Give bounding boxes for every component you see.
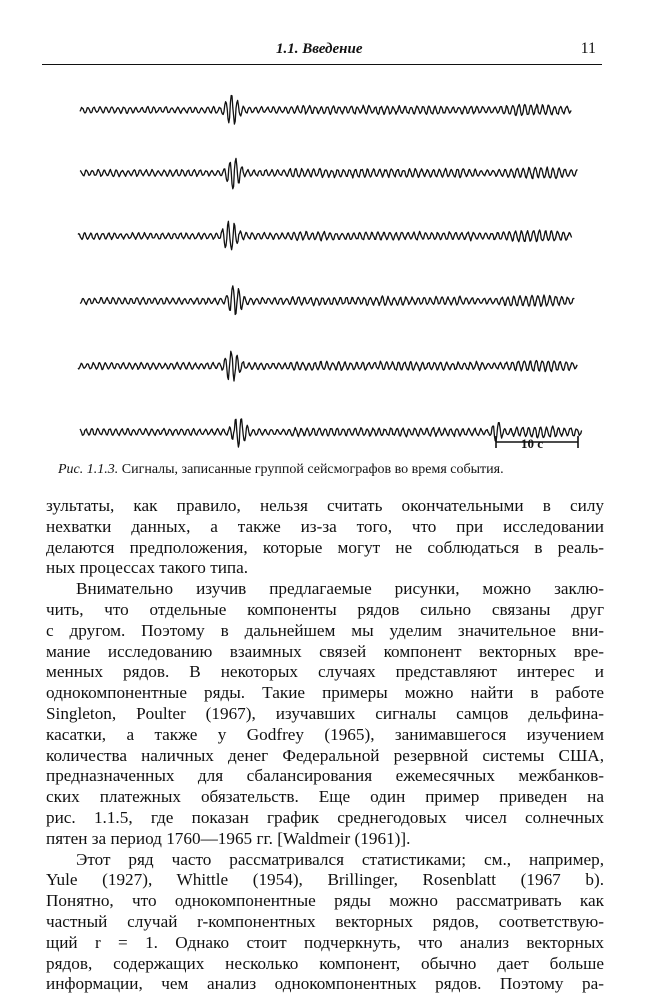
text-line: щий r = 1. Однако стоит подчеркнуть, что анализ векторных [46,932,604,952]
text-line: касатки, а также у Godfrey (1965), занимавшегося изучением [46,724,604,744]
text-line: Этот ряд часто рассматривался статистиками; см., например, [76,849,604,869]
seismograph-traces [0,70,650,460]
text-line: частный случай r-компонентных векторных рядов, соответствую- [46,911,604,931]
running-title: 1.1. Введение [276,41,363,57]
text-line: мание исследованию взаимных связей компонент векторных вре- [46,641,604,661]
paragraph-2 [46,579,604,849]
text-line: ных процессах такого типа. [46,558,249,578]
paragraph-1 [46,496,604,579]
body-text [46,496,604,995]
scale-label: 10 с [521,436,544,451]
seismograph-trace-6 [80,419,582,447]
seismograph-figure [0,70,650,460]
text-line: предназначенных для сбалансирования ежемесячных межбанков- [46,766,604,786]
text-line: рис. 1.1.5, где показан график среднегодовых чисел солнечных [46,807,604,827]
text-line: Yule (1927), Whittle (1954), Brillinger, Rosenblatt (1967 b). [46,870,604,890]
text-line: рядов, содержащих несколько компонент, обычно дает больше [46,953,604,973]
text-line: нехватки данных, а также из-за того, что при исследовании [46,516,604,536]
page-number: 11 [580,40,596,57]
text-line: делаются предположения, которые могут не соблюдаться в реаль- [46,537,604,557]
text-line: однокомпонентные ряды. Такие примеры можно найти в работе [46,683,604,703]
figure-caption [58,462,618,478]
seismograph-trace-1 [80,96,571,125]
seismograph-trace-5 [78,351,577,381]
seismograph-trace-4 [80,286,574,315]
text-line: с другом. Поэтому в дальнейшем мы уделим значительное вни- [46,620,604,640]
text-line: Singleton, Poulter (1967), изучавших сигналы самцов дельфина- [46,703,604,723]
text-line: Внимательно изучив предлагаемые рисунки, можно заклю- [76,579,604,599]
seismograph-trace-2 [80,158,578,188]
text-line: количества наличных денег Федеральной резервной системы США, [46,745,604,765]
text-line: зультаты, как правило, нельзя считать окончательными в силу [46,496,604,515]
text-line: пятен за период 1760—1965 гг. [Waldmeir (1961)]. [46,828,411,848]
caption-text: Сигналы, записанные группой сейсмографов во время события. [118,462,504,477]
text-line: чить, что отдельные компоненты рядов сильно связаны друг [46,599,604,619]
text-line: информации, чем анализ однокомпонентных рядов. Поэтому ра- [46,974,604,994]
page-header [42,36,602,65]
text-line: Понятно, что однокомпонентные ряды можно рассматривать как [46,891,604,911]
text-line: ских платежных обязательств. Еще один пример приведен на [46,787,604,807]
seismograph-trace-3 [78,221,572,249]
caption-label: Рис. 1.1.3. [58,462,119,477]
text-line: менных рядов. В некоторых случаях представляют интерес и [46,662,604,682]
paragraph-3 [46,850,604,996]
